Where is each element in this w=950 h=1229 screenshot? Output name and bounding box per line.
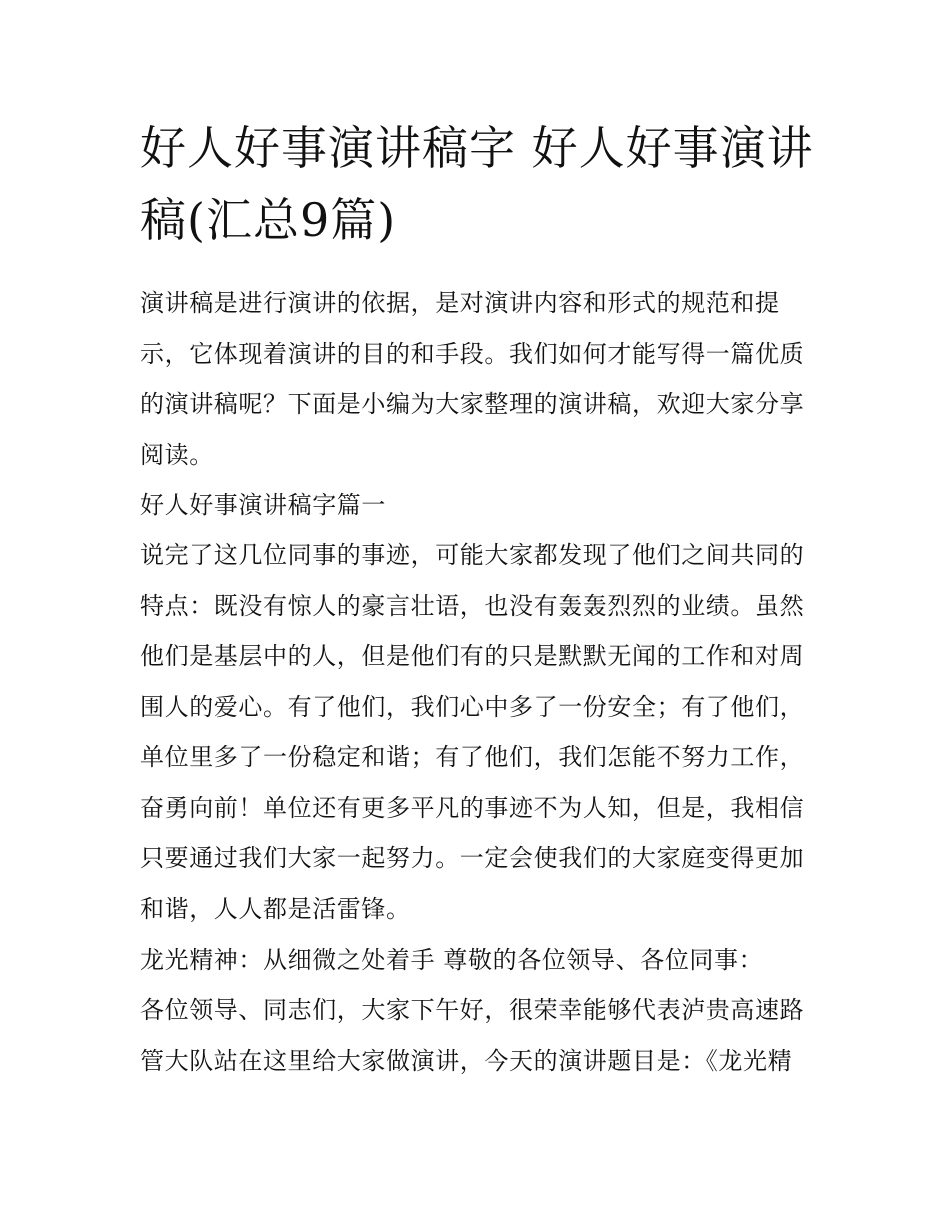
section-paragraph: 说完了这几位同事的事迹，可能大家都发现了他们之间共同的特点：既没有惊人的豪言壮语，也没有轰轰烈烈的业绩。虽然他们是基层中的人，但是他们有的只是默默无闻的工作和对周围人的爱心。有了他们，我们心中多了一份安全；有了他们，单位里多了一份稳定和谐；有了他们，我们怎能不努力工作，奋勇向前！单位还有更多平凡的事迹不为人知，但是，我相信只要通过我们大家一起努力。一定会使我们的大家庭变得更加和谐，人人都是活雷锋。 [140, 541, 805, 923]
document-title: 好人好事演讲稿字 好人好事演讲稿(汇总9篇) [140, 121, 814, 247]
section-subtitle: 龙光精神：从细微之处着手 尊敬的各位领导、各位同事： [140, 946, 764, 974]
speech-paragraph: 各位领导、同志们，大家下午好，很荣幸能够代表泸贵高速路管大队站在这里给大家做演讲，今天的演讲题目是：《龙光精 [140, 996, 805, 1075]
intro-paragraph: 演讲稿是进行演讲的依据，是对演讲内容和形式的规范和提示，它体现着演讲的目的和手段。我们如何才能写得一篇优质的演讲稿呢？下面是小编为大家整理的演讲稿，欢迎大家分享阅读。 [140, 289, 805, 469]
section-heading: 好人好事演讲稿字篇一 [140, 491, 386, 519]
